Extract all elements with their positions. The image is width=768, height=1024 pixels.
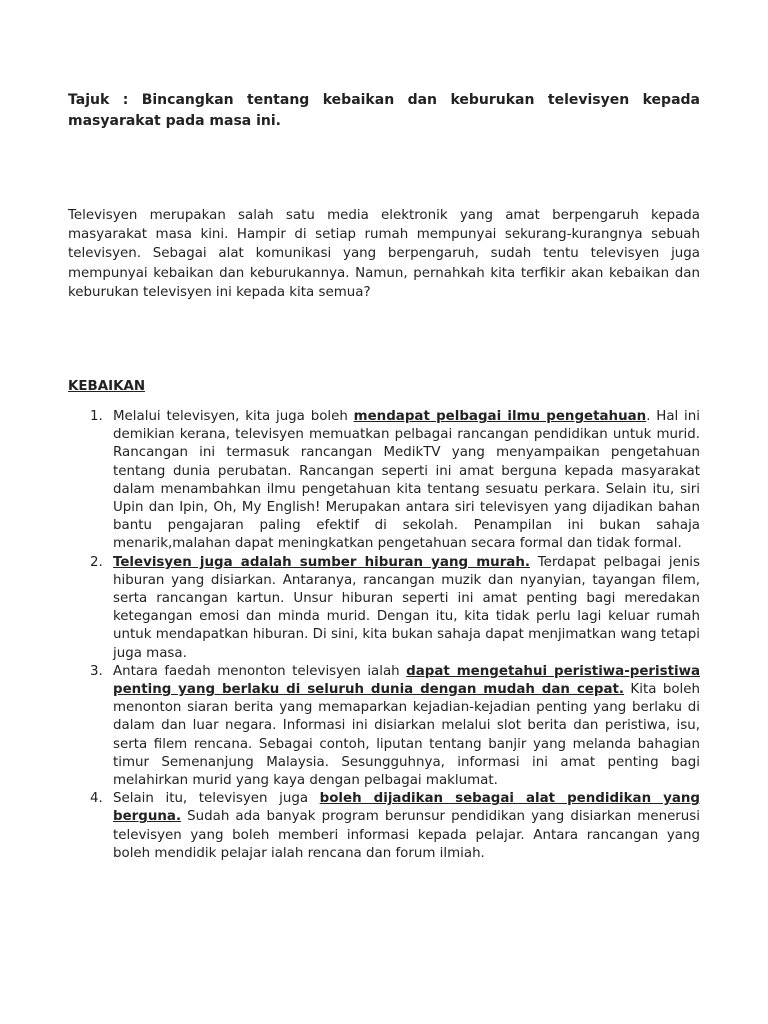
list-item-text: Melalui televisyen, kita juga boleh xyxy=(113,409,354,424)
list-item-number: 1. xyxy=(90,409,103,424)
intro-paragraph: Televisyen merupakan salah satu media elektronik yang amat berpengaruh kepada masyarakat masa kini. Hampir di setiap rumah mempunyai sekurang-kurangnya sebuah televisyen. Sebagai alat komunikasi yang berpengaruh, sudah tentu televisyen juga mempunyai kebaikan dan keburukannya. Namun, pernahkah kita terfikir akan kebaikan dan keburukan televisyen ini kepada kita semua? xyxy=(68,208,700,300)
list-item-highlight: dapat mengetahui peristiwa-peristiwa penting yang berlaku di seluruh dunia dengan mudah dan cepat. xyxy=(113,663,700,698)
list-item-number: 4. xyxy=(90,791,103,807)
list-item xyxy=(68,790,700,863)
list-item-text: Selain itu, televisyen juga xyxy=(113,791,320,807)
list-item-number: 2. xyxy=(90,554,103,570)
list-item xyxy=(68,408,700,554)
list-item xyxy=(68,663,700,790)
list-item-highlight: mendapat pelbagai ilmu pengetahuan xyxy=(353,409,647,424)
list-item-highlight: Televisyen juga adalah sumber hiburan yang murah. xyxy=(113,554,530,570)
list-item-text: Antara faedah menonton televisyen ialah xyxy=(113,663,407,679)
section-heading-kebaikan: KEBAIKAN xyxy=(68,379,146,394)
list-item-text: . Hal ini demikian kerana, televisyen memuatkan pelbagai rancangan pendidikan untuk murid. Rancangan ini termasuk rancangan MedikTV yang menyampaikan pengetahuan tentang dunia perubatan. Rancangan seperti ini amat berguna kepada masyarakat dalam menambahkan ilmu pengetahuan kita tentang sesuatu perkara. Selain itu, siri Upin dan Ipin, Oh, My English! Merupakan antara siri televisyen yang dijadikan bahan bantu pengajaran paling efektif di sekolah. Penampilan ini bukan sahaja menarik,malahan dapat meningkatkan pengetahuan secara formal dan tidak formal. xyxy=(113,409,700,552)
list-item xyxy=(68,554,700,663)
essay-title: Tajuk : Bincangkan tentang kebaikan dan keburukan televisyen kepada masyarakat pada masa ini. xyxy=(68,92,700,129)
list-item-highlight: boleh dijadikan sebagai alat pendidikan yang berguna. xyxy=(113,791,700,825)
list-item-text: Kita boleh menonton siaran berita yang memaparkan kejadian-kejadian penting yang berlaku di dalam dan luar negara. Informasi ini disiarkan melalui slot berita dan peristiwa, isu, serta filem rencana. Sebagai contoh, liputan tentang banjir yang melanda bahagian timur Semenanjung Malaysia. Sesungguhnya, informasi ini amat penting bagi melahirkan murid yang kaya dengan pelbagai maklumat. xyxy=(113,682,701,789)
list-item-text: Terdapat pelbagai jenis hiburan yang disiarkan. Antaranya, rancangan muzik dan nyanyian, tayangan filem, serta rancangan kartun. Unsur hiburan seperti ini amat penting bagi meredakan ketegangan emosi dan minda murid. Dengan itu, kita tidak perlu lagi keluar rumah untuk mendapatkan hiburan. Di sini, kita bukan sahaja dapat menjimatkan wang tetapi juga masa. xyxy=(113,554,701,661)
list-item-text: Sudah ada banyak program berunsur pendidikan yang disiarkan menerusi televisyen yang boleh memberi informasi kepada pelajar. Antara rancangan yang boleh mendidik pelajar ialah rencana dan forum ilmiah. xyxy=(113,809,700,861)
kebaikan-list xyxy=(68,408,700,863)
list-item-number: 3. xyxy=(90,663,103,679)
